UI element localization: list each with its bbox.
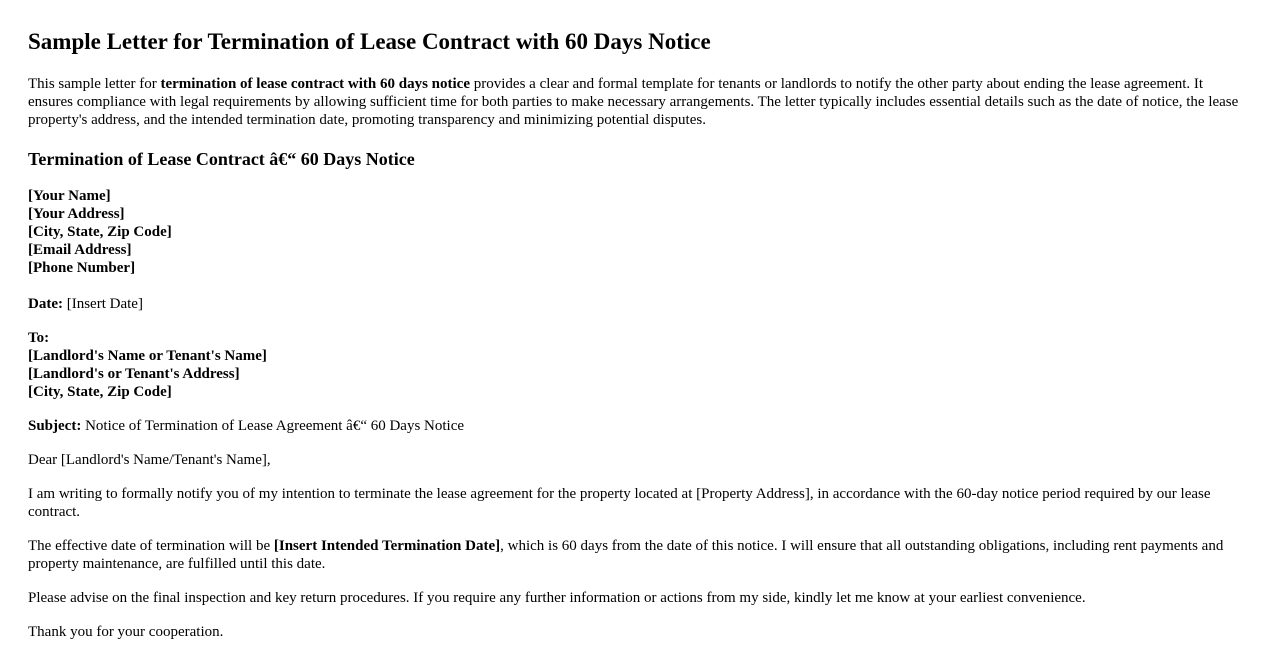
body-paragraph-2 xyxy=(28,537,1243,573)
recipient-to-label: To: xyxy=(28,330,50,346)
salutation: Dear [Landlord's Name/Tenant's Name], xyxy=(28,452,271,468)
recipient-address: [Landlord's or Tenant's Address] xyxy=(28,366,240,382)
subject-label: Subject: xyxy=(28,418,82,434)
intro-highlight: termination of lease contract with 60 days notice xyxy=(160,76,470,92)
body-paragraph-1: I am writing to formally notify you of my intention to terminate the lease agreement for the property located at [Property Address], in accordance with the 60-day notice period required by our lease contract. xyxy=(28,486,1211,520)
sender-phone: [Phone Number] xyxy=(28,260,136,276)
subject-value: Notice of Termination of Lease Agreement â€“ 60 Days Notice xyxy=(81,418,465,434)
paragraph-2-start: The effective date of termination will be xyxy=(28,538,274,554)
letter-heading: Termination of Lease Contract â€“ 60 Days Notice xyxy=(28,149,415,169)
intro-text-end: provides a clear and formal template for tenants or landlords to notify the other party about ending the lease agreement. It ensures compliance with legal requirements by allowing sufficient time for both parties to make necessary arrangements. The letter typically includes essential details such as the date of notice, the lease property's address, and the intended termination date, promoting transparency and minimizing potential disputes. xyxy=(28,76,1239,128)
body-paragraph-3: Please advise on the final inspection and key return procedures. If you require any further information or actions from my side, kindly let me know at your earliest convenience. xyxy=(28,590,1086,606)
document-page xyxy=(28,0,1243,641)
page-title: Sample Letter for Termination of Lease Contract with 60 Days Notice xyxy=(28,29,711,54)
sender-city: [City, State, Zip Code] xyxy=(28,224,172,240)
recipient-city: [City, State, Zip Code] xyxy=(28,384,172,400)
sender-address: [Your Address] xyxy=(28,206,125,222)
recipient-name: [Landlord's Name or Tenant's Name] xyxy=(28,348,267,364)
date-line xyxy=(28,295,1243,313)
sender-email: [Email Address] xyxy=(28,242,132,258)
termination-date-placeholder: [Insert Intended Termination Date] xyxy=(273,538,501,554)
intro-text-start: This sample letter for xyxy=(28,76,161,92)
sender-block xyxy=(28,187,1243,277)
date-value: [Insert Date] xyxy=(62,296,143,312)
closing-line: Thank you for your cooperation. xyxy=(28,624,224,640)
date-label: Date: xyxy=(28,296,63,312)
sender-name: [Your Name] xyxy=(28,188,111,204)
subject-line xyxy=(28,417,1243,435)
paragraph-2-end: , which is 60 days from the date of this notice. I will ensure that all outstanding obligations, including rent payments and property maintenance, are fulfilled until this date. xyxy=(28,538,1224,572)
recipient-block xyxy=(28,329,1243,401)
intro-paragraph xyxy=(28,75,1243,129)
